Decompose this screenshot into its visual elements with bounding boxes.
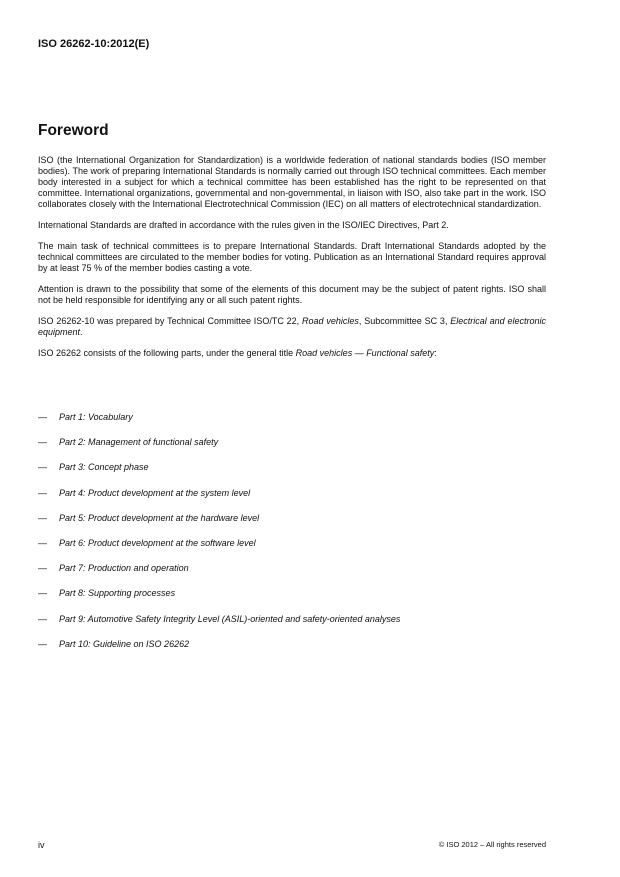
part-title: Part 1: Vocabulary bbox=[59, 412, 133, 422]
list-item bbox=[38, 639, 546, 664]
page-number: iv bbox=[38, 840, 45, 850]
document-id-header: ISO 26262-10:2012(E) bbox=[38, 38, 150, 50]
parts-intro-text: ISO 26262 consists of the following parts, under the general title bbox=[38, 348, 296, 358]
subcommittee-title: Electrical and electronic equipment bbox=[38, 316, 547, 337]
list-dash: — bbox=[38, 613, 47, 624]
parts-list bbox=[38, 412, 546, 664]
list-item bbox=[38, 614, 546, 639]
part-title: Part 9: Automotive Safety Integrity Level (ASIL)-oriented and safety-oriented analyses bbox=[59, 613, 401, 624]
list-dash: — bbox=[38, 412, 47, 422]
paragraph-directives: International Standards are drafted in accordance with the rules given in the ISO/IEC Directives, Part 2. bbox=[38, 220, 449, 230]
paragraph-prepared-by bbox=[38, 316, 546, 338]
list-dash: — bbox=[38, 638, 47, 649]
road-vehicles-title: Road vehicles bbox=[302, 316, 359, 326]
paragraph-patent-rights: Attention is drawn to the possibility that some of the elements of this document may be the subject of patent rights. ISO shall not be held responsible for identifying any or all such patent rights. bbox=[38, 284, 546, 305]
list-item bbox=[38, 563, 546, 588]
paragraph-technical-committees: The main task of technical committees is to prepare International Standards. Draft International Standards adopted by the technical committees are circulated to the member bodies for voting. Publication as an International Standard requires approval by at least 75 % of the member bodies casting a vote. bbox=[38, 241, 546, 273]
list-item bbox=[38, 412, 546, 437]
list-item bbox=[38, 588, 546, 613]
list-dash: — bbox=[38, 588, 47, 599]
list-item bbox=[38, 538, 546, 563]
list-item bbox=[38, 513, 546, 538]
part-title: Part 4: Product development at the system level bbox=[59, 487, 251, 498]
period: . bbox=[80, 327, 83, 337]
part-title: Part 7: Production and operation bbox=[59, 563, 189, 574]
colon: : bbox=[434, 348, 437, 358]
part-title: Part 8: Supporting processes bbox=[59, 588, 176, 599]
list-dash: — bbox=[38, 462, 47, 473]
part-title: Part 3: Concept phase bbox=[59, 462, 149, 473]
subcommittee-text: , Subcommittee SC 3, bbox=[358, 316, 451, 326]
prepared-by-text: ISO 26262-10 was prepared by Technical Committee ISO/TC 22, bbox=[38, 316, 303, 326]
paragraph-iso-federation: ISO (the International Organization for Standardization) is a worldwide federation of national standards bodies (ISO member bodies). The work of preparing International Standards is normally carried out through ISO technical committees. Each member body interested in a subject for which a technical committee has been established has the right to be represented on that committee. International organizations, governmental and non-governmental, in liaison with ISO, also take part in the work. ISO collaborates closely with the International Electrotechnical Commission (IEC) on all matters of electrotechnical standardization. bbox=[38, 155, 546, 209]
part-title: Part 2: Management of functional safety bbox=[59, 437, 219, 448]
list-item bbox=[38, 462, 546, 487]
part-title: Part 5: Product development at the hardware level bbox=[59, 512, 260, 523]
part-title: Part 10: Guideline on ISO 26262 bbox=[59, 638, 190, 649]
paragraph-parts-intro bbox=[38, 348, 546, 359]
list-item bbox=[38, 437, 546, 462]
list-dash: — bbox=[38, 487, 47, 498]
list-item bbox=[38, 488, 546, 513]
list-dash: — bbox=[38, 512, 47, 523]
list-dash: — bbox=[38, 537, 47, 548]
list-dash: — bbox=[38, 563, 47, 574]
copyright-notice: © ISO 2012 – All rights reserved bbox=[438, 840, 546, 849]
general-title: Road vehicles — Functional safety bbox=[295, 348, 435, 358]
list-dash: — bbox=[38, 437, 47, 448]
page-title: Foreword bbox=[38, 122, 109, 139]
part-title: Part 6: Product development at the software level bbox=[59, 537, 256, 548]
foreword-body bbox=[38, 155, 546, 369]
